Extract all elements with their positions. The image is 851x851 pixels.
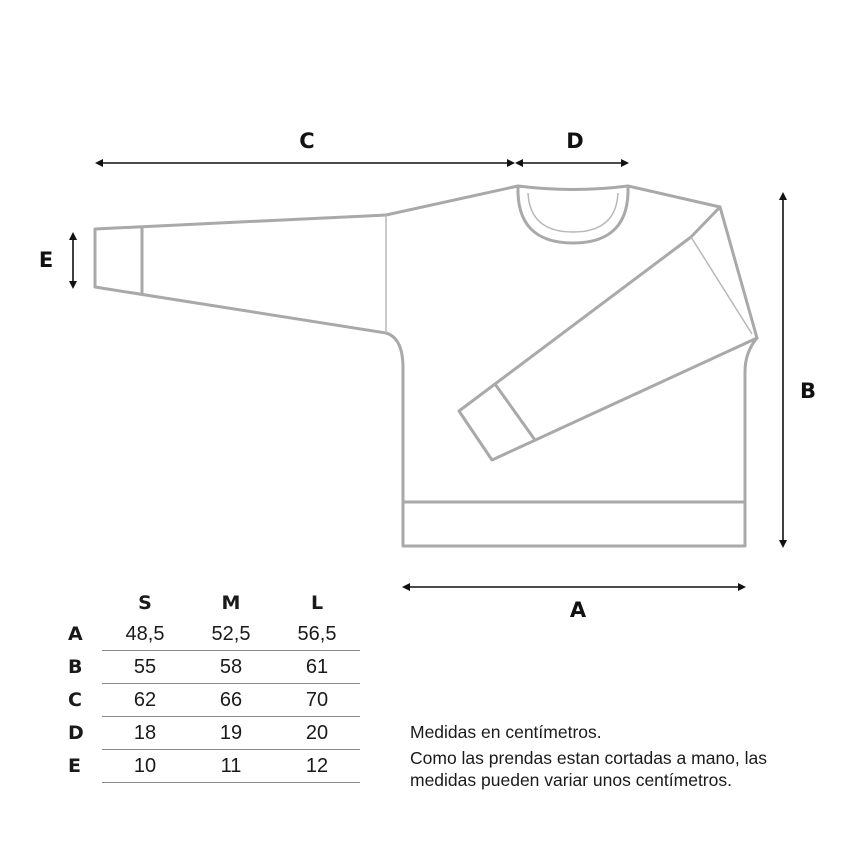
right-sleeve-outline <box>459 207 757 460</box>
row-label-e: E <box>68 755 81 777</box>
table-row <box>68 684 360 717</box>
cell-d-m: 19 <box>188 717 274 750</box>
table-row <box>68 717 360 750</box>
cell-b-s: 55 <box>102 651 188 684</box>
cell-c-l: 70 <box>274 684 360 717</box>
cell-a-m: 52,5 <box>188 618 274 651</box>
row-label-b: B <box>68 656 83 678</box>
size-header-l: L <box>310 592 324 614</box>
cell-e-m: 11 <box>188 750 274 783</box>
dimension-a-label: A <box>569 598 587 622</box>
table-row <box>68 651 360 684</box>
neckline-inner <box>528 193 618 232</box>
size-header-row <box>68 588 360 618</box>
cell-d-s: 18 <box>102 717 188 750</box>
row-label-d: D <box>68 722 84 744</box>
cell-a-s: 48,5 <box>102 618 188 651</box>
disclaimer-note: Como las prendas estan cortadas a mano, las medidas pueden variar unos centímetros. <box>410 748 767 790</box>
table-row <box>68 618 360 651</box>
dimension-e <box>39 232 77 289</box>
dimension-c-label: C <box>299 129 315 153</box>
dimension-d-label: D <box>566 129 584 153</box>
cell-e-l: 12 <box>274 750 360 783</box>
dimension-c <box>95 129 515 167</box>
dimension-a <box>402 583 746 622</box>
dimension-b-label: B <box>799 379 817 403</box>
cell-a-l: 56,5 <box>274 618 360 651</box>
dimension-d <box>515 129 629 167</box>
size-header-s: S <box>138 592 152 614</box>
cell-b-m: 58 <box>188 651 274 684</box>
dimension-b <box>779 192 816 548</box>
row-label-c: C <box>68 689 82 711</box>
sweater-outline <box>95 186 757 546</box>
row-label-a: A <box>68 623 83 646</box>
cell-c-m: 66 <box>188 684 274 717</box>
table-row <box>68 750 360 783</box>
right-cuff-line <box>495 384 535 440</box>
dimension-e-label: E <box>38 248 54 272</box>
sweater-body-outline <box>95 186 757 546</box>
cell-c-s: 62 <box>102 684 188 717</box>
cell-e-s: 10 <box>102 750 188 783</box>
size-table <box>68 588 360 783</box>
cell-d-l: 20 <box>274 717 360 750</box>
units-note: Medidas en centímetros. <box>410 722 602 742</box>
cell-b-l: 61 <box>274 651 360 684</box>
size-header-m: M <box>221 592 241 614</box>
